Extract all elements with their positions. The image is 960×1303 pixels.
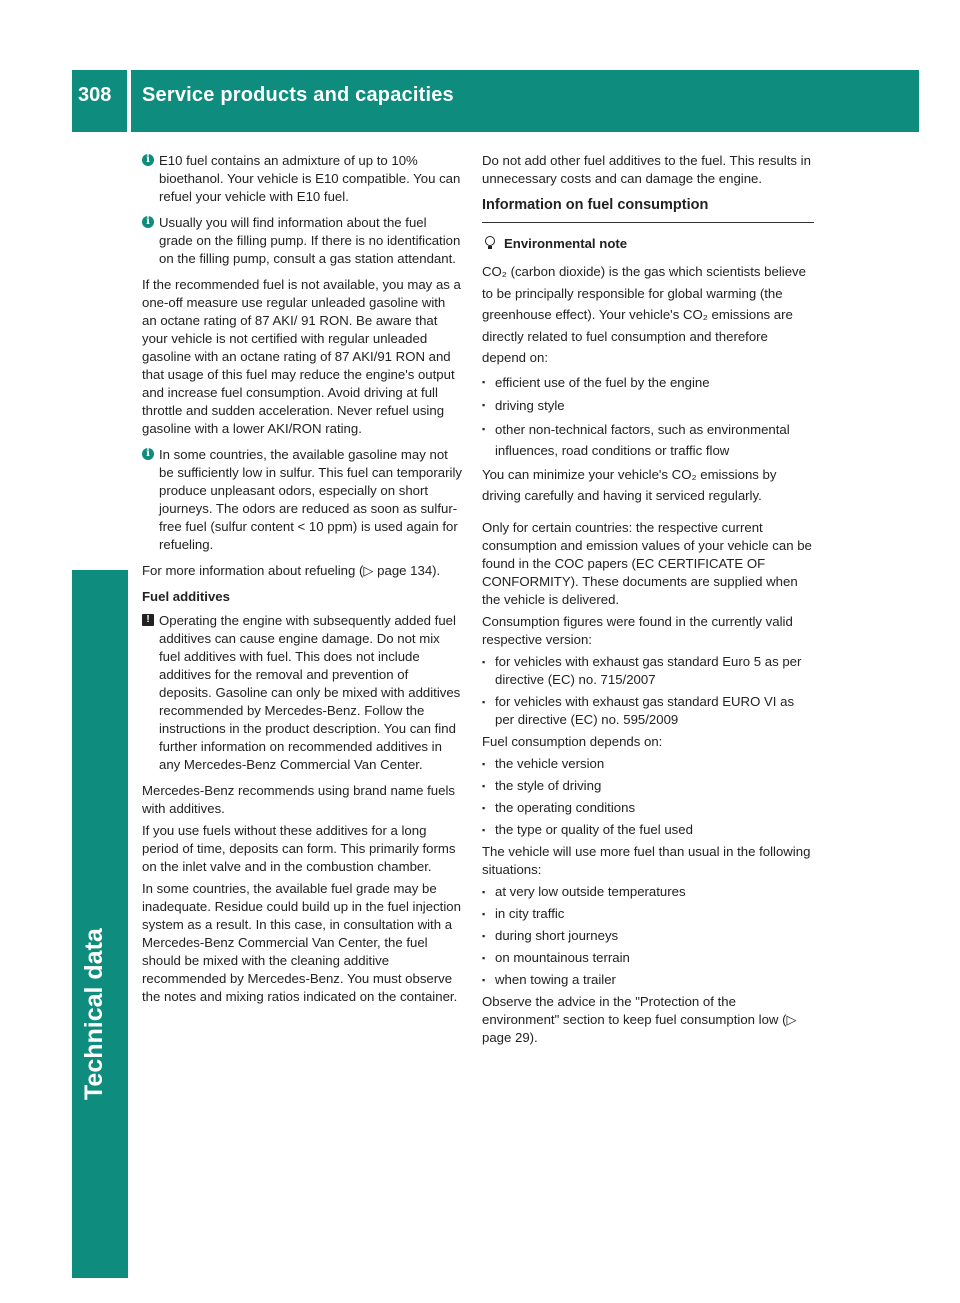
list-item: ▪ driving style	[482, 395, 814, 417]
lightbulb-icon	[485, 236, 495, 250]
left-column	[142, 152, 462, 1010]
paragraph: Observe the advice in the "Protection of the environment" section to keep fuel consumption low (▷ page 29).	[482, 993, 797, 1045]
environmental-note-text: CO₂ (carbon dioxide) is the gas which scientists believe to be principally responsible for global warming (the greenhouse effect). Your vehicle's CO₂ emissions are directly related to fuel consumption and therefore depend on:	[482, 264, 806, 365]
list-item: ▪ for vehicles with exhaust gas standard EURO VI as per directive (EC) no. 595/2009	[482, 693, 814, 729]
list-item: ▪ the vehicle version	[482, 755, 814, 773]
info-icon: i	[142, 154, 154, 166]
right-column	[482, 152, 814, 1051]
info-icon: i	[142, 216, 154, 228]
paragraph: Fuel consumption depends on:	[482, 733, 663, 749]
warning-note-text: Operating the engine with subsequently added fuel additives can cause engine damage. Do not mix fuel additives with fuel. This does not include additives for the removal and prevention of deposits. Gasoline can only be mixed with additives recommended by Mercedes-Benz. Follow the instructions in the product description. You can find further information on recommended additives in any Mercedes-Benz Commercial Van Center.	[159, 613, 461, 772]
fuel-additives-heading: Fuel additives	[142, 589, 230, 604]
environmental-note	[482, 235, 814, 507]
paragraph: In some countries, the available fuel grade may be inadequate. Residue could build up in the fuel injection system as a result. In this case, in consultation with a Mercedes-Benz Commercial Van Center, the fuel should be mixed with the cleaning additive recommended by Mercedes-Benz. You must observe the notes and mixing ratios indicated on the container.	[142, 881, 461, 1004]
page-number: 308	[78, 84, 112, 106]
paragraph: If you use fuels without these additives for a long period of time, deposits can form. This primarily forms on the inlet valve and in the combustion chamber.	[142, 823, 456, 874]
environmental-note-title: Environmental note	[504, 236, 628, 251]
paragraph: Consumption figures were found in the currently valid respective version:	[482, 613, 793, 647]
warning-note	[142, 612, 462, 774]
list-item: ▪ efficient use of the fuel by the engine	[482, 372, 814, 394]
info-icon: i	[142, 448, 154, 460]
list-item: ▪ in city traffic	[482, 905, 814, 923]
list-item: ▪ during short journeys	[482, 927, 814, 945]
paragraph: Do not add other fuel additives to the fuel. This results in unnecessary costs and can damage the engine.	[482, 153, 811, 186]
info-note	[142, 152, 462, 206]
list-item: ▪ when towing a trailer	[482, 971, 814, 989]
info-note-text: In some countries, the available gasoline may not be sufficiently low in sulfur. This fuel can temporarily produce unpleasant odors, especially on short journeys. The odors are reduced as soon as sulfur-free fuel (sulfur content < 10 ppm) is used again for refueling.	[159, 447, 462, 552]
list-item: ▪ the operating conditions	[482, 799, 814, 817]
fuel-consumption-heading: Information on fuel consumption	[482, 196, 814, 223]
warning-icon: !	[142, 614, 154, 626]
page-title: Service products and capacities	[142, 84, 454, 106]
paragraph: If the recommended fuel is not available, you may as a one-off measure use regular unleaded gasoline with an octane rating of 87 AKI/ 91 RON. Be aware that your vehicle is not certified with regular unleaded gasoline with an octane rating of 87 AKI/91 RON and that usage of this fuel may reduce the engine's output and increase fuel consumption. Avoid driving at full throttle and sudden acceleration. Never refuel using gasoline with a lower AKI/RON rating.	[142, 277, 461, 436]
list-item: ▪ the style of driving	[482, 777, 814, 795]
environmental-note-text: You can minimize your vehicle's CO₂ emissions by driving carefully and having it serviced regularly.	[482, 466, 777, 503]
header-separator	[127, 70, 131, 132]
list-item: ▪ other non-technical factors, such as environmental influences, road conditions or traffic flow	[482, 419, 814, 462]
page-reference: For more information about refueling (▷ page 134).	[142, 563, 441, 578]
list-item: ▪ on mountainous terrain	[482, 949, 814, 967]
environmental-note-header	[482, 235, 814, 253]
info-note-text: Usually you will find information about the fuel grade on the filling pump. If there is no identification on the filling pump, consult a gas station attendant.	[159, 215, 461, 266]
list-item: ▪ the type or quality of the fuel used	[482, 821, 814, 839]
paragraph: Mercedes-Benz recommends using brand name fuels with additives.	[142, 783, 455, 816]
section-side-label: Technical data	[80, 928, 108, 1100]
info-note	[142, 214, 462, 268]
list-item: ▪ at very low outside temperatures	[482, 883, 814, 901]
info-note	[142, 446, 462, 554]
section-side-tab	[72, 570, 128, 1278]
list-item: ▪ for vehicles with exhaust gas standard Euro 5 as per directive (EC) no. 715/2007	[482, 653, 814, 689]
paragraph: The vehicle will use more fuel than usual in the following situations:	[482, 843, 811, 877]
paragraph: Only for certain countries: the respective current consumption and emission values of your vehicle can be found in the COC papers (EC CERTIFICATE OF CONFORMITY). These documents are supplied when the vehicle is delivered.	[482, 519, 812, 607]
info-note-text: E10 fuel contains an admixture of up to 10% bioethanol. Your vehicle is E10 compatible. You can refuel your vehicle with E10 fuel.	[159, 153, 461, 204]
